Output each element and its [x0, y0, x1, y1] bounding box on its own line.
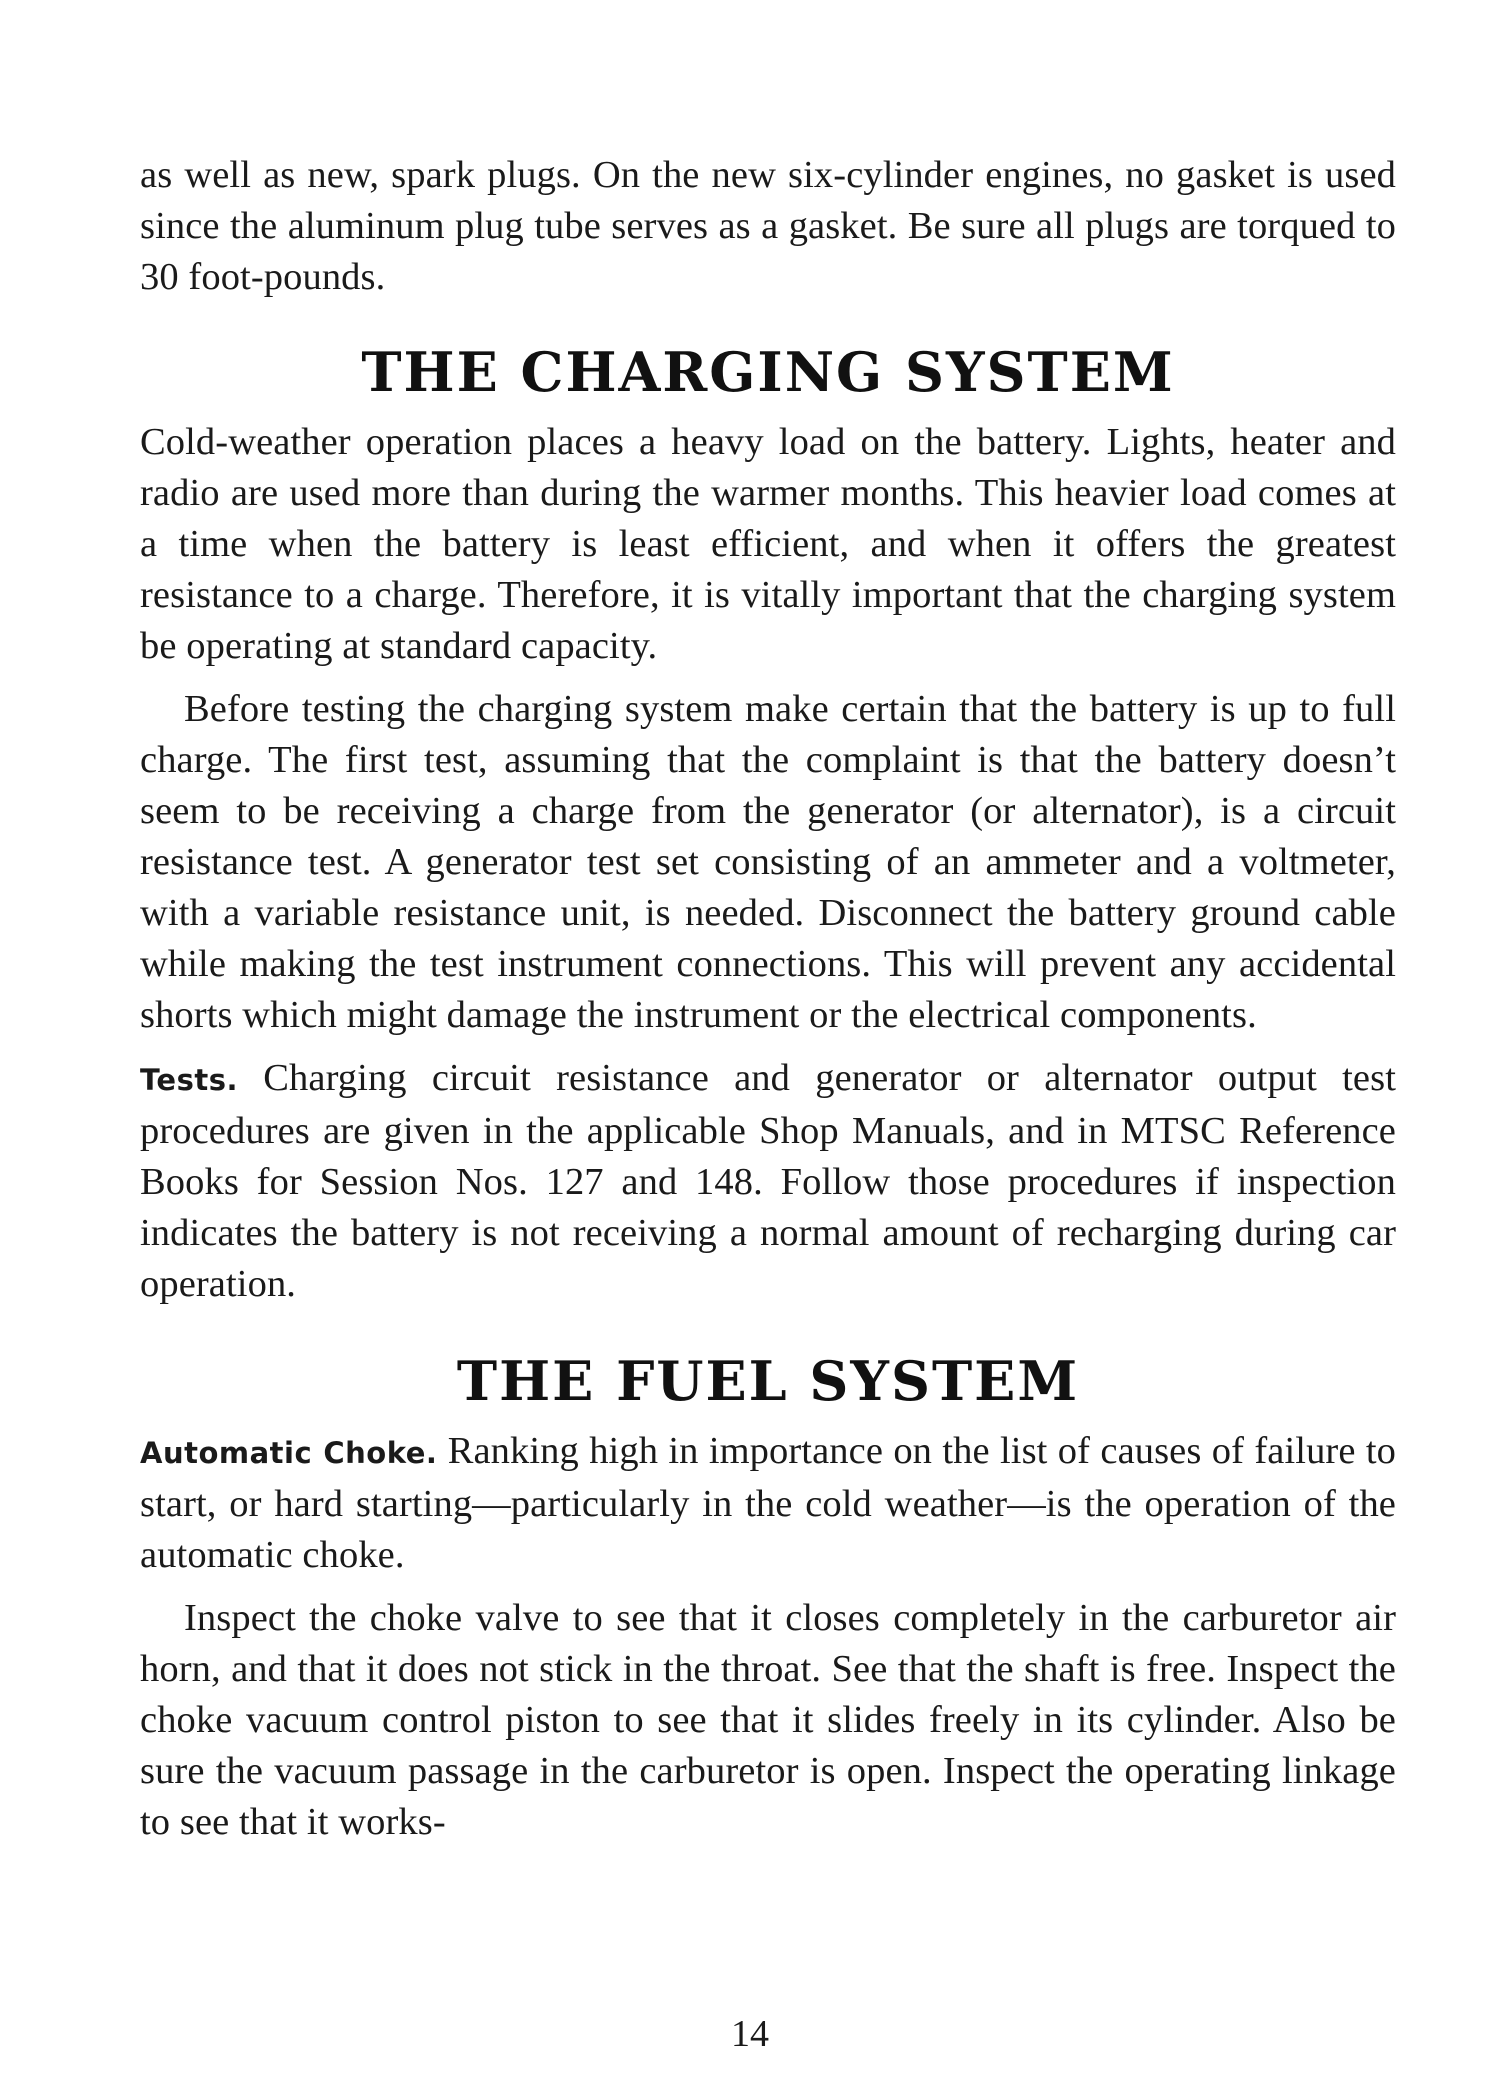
tests-run-in-heading: Tests. — [140, 1063, 239, 1097]
tests-paragraph — [140, 1053, 1396, 1310]
intro-paragraph: as well as new, spark plugs. On the new six-cylinder engines, no gasket is used since the aluminum plug tube serves as a gasket. Be sure all plugs are torqued to 30 foot-pounds. — [140, 154, 1396, 298]
fuel-system-heading: THE FUEL SYSTEM — [456, 1349, 1080, 1413]
automatic-choke-text: Ranking high in importance on the list of causes of failure to start, or hard starting—particularly in the cold weather—is the operation of the automatic choke. — [140, 1430, 1396, 1576]
page-number: 14 — [731, 2013, 769, 2055]
charging-paragraph-1: Cold-weather operation places a heavy load on the battery. Lights, heater and radio are used more than during the warmer months. This heavier load comes at a time when the battery is least efficient, and when it offers the greatest resistance to a charge. Therefore, it is vitally important that the charging system be operating at standard capacity. — [140, 421, 1396, 667]
automatic-choke-paragraph — [140, 1426, 1396, 1581]
choke-inspection-paragraph: Inspect the choke valve to see that it closes completely in the carburetor air horn, and that it does not stick in the throat. See that the shaft is free. Inspect the choke vacuum control piston to see that it slides freely in its cylinder. Also be sure the vacuum passage in the carburetor is open. Inspect the operating linkage to see that it works- — [140, 1597, 1396, 1843]
tests-paragraph-text: Charging circuit resistance and generator or alternator output test procedures are given in the applicable Shop Manuals, and in MTSC Reference Books for Session Nos. 127 and 148. Follow those procedures if inspection indicates the battery is not receiving a normal amount of recharging during car operation. — [140, 1057, 1396, 1305]
charging-system-heading: THE CHARGING SYSTEM — [361, 340, 1175, 404]
page-body — [140, 150, 1396, 1848]
automatic-choke-run-in-heading: Automatic Choke. — [140, 1436, 438, 1470]
charging-paragraph-2: Before testing the charging system make certain that the battery is up to full charge. The first test, assuming that the complaint is that the battery doesn’t seem to be receiving a charge from the generator (or alternator), is a circuit resistance test. A generator test set consisting of an ammeter and a voltmeter, with a variable resistance unit, is needed. Disconnect the battery ground cable while making the test instrument connections. This will prevent any accidental shorts which might damage the instrument or the electrical components. — [140, 688, 1396, 1036]
